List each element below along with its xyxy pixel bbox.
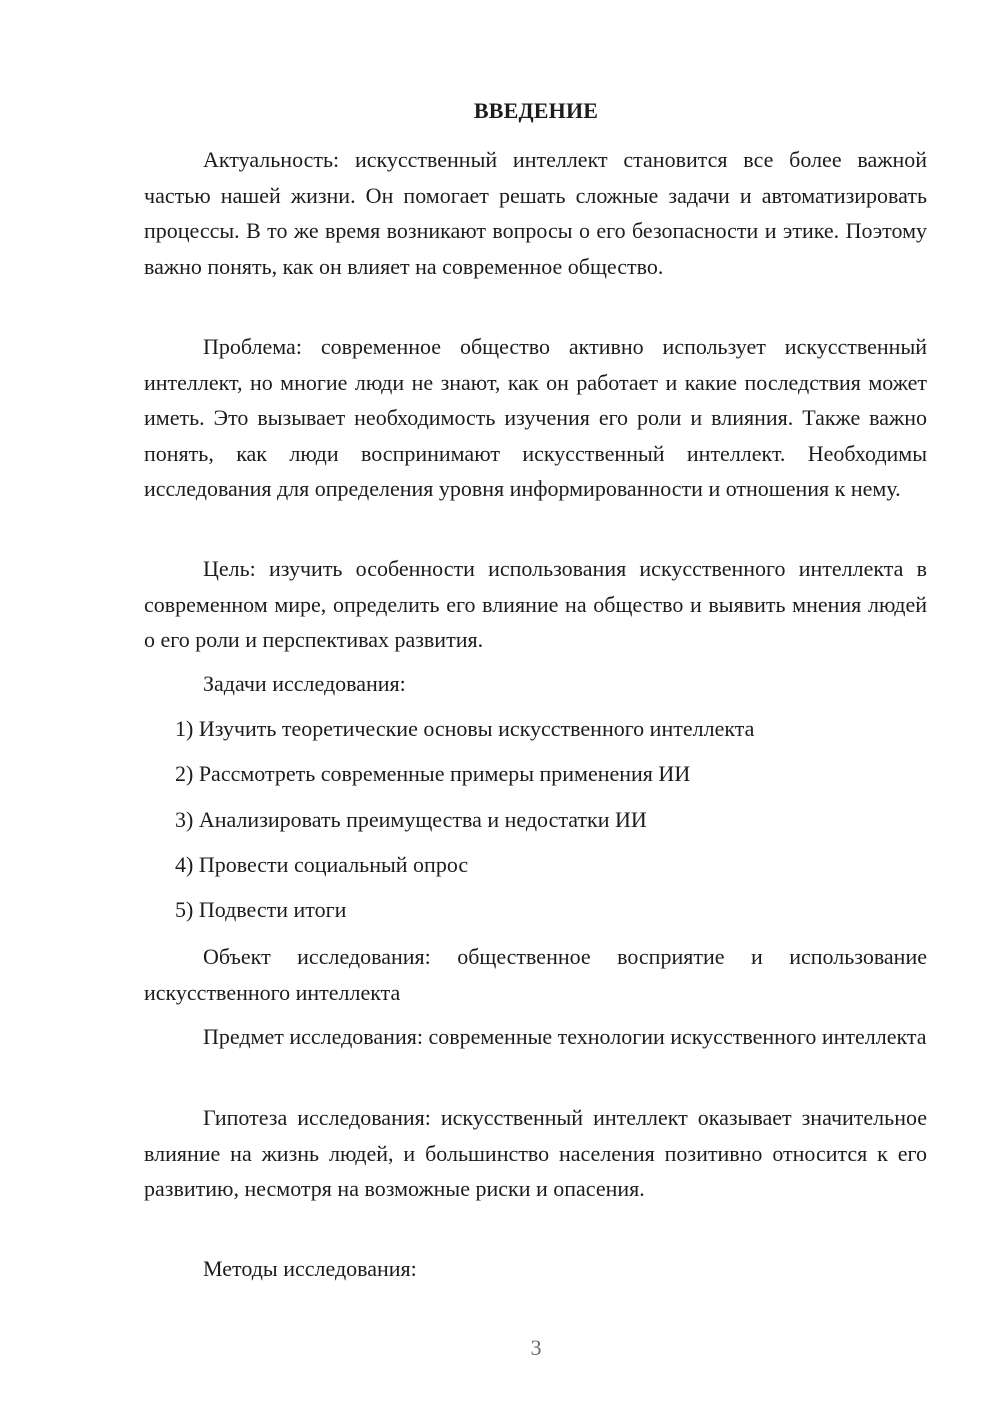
task-item: 3) Анализировать преимущества и недостатки ИИ: [175, 807, 647, 832]
tasks-title: Задачи исследования:: [203, 671, 406, 696]
task-item: 4) Провести социальный опрос: [175, 852, 469, 877]
goal-paragraph: Цель: изучить особенности использования искусственного интеллекта в современном мире, определить его влияние на общество и выявить мнения людей о его роли и перспективах развития.: [144, 556, 927, 652]
task-item: 1) Изучить теоретические основы искусственного интеллекта: [175, 716, 755, 741]
relevance-paragraph: Актуальность: искусственный интеллект становится все более важной частью нашей жизни. Он помогает решать сложные задачи и автоматизировать процессы. В то же время возникают вопросы о его безопасности и этике. Поэтому важно понять, как он влияет на современное общество.: [144, 147, 927, 279]
section-heading: ВВЕДЕНИЕ: [473, 98, 599, 123]
page-number: 3: [530, 1335, 542, 1360]
methods-title: Методы исследования:: [203, 1256, 417, 1281]
task-item: 5) Подвести итоги: [175, 897, 347, 922]
hypothesis-paragraph: Гипотеза исследования: искусственный интеллект оказывает значительное влияние на жизнь людей, и большинство населения позитивно относится к его развитию, несмотря на возможные риски и опасения.: [144, 1105, 927, 1201]
problem-paragraph: Проблема: современное общество активно использует искусственный интеллект, но многие люди не знают, как он работает и какие последствия может иметь. Это вызывает необходимость изучения его роли и влияния. Также важно понять, как люди воспринимают искусственный интеллект. Необходимы исследования для определения уровня информированности и отношения к нему.: [144, 334, 927, 501]
object-paragraph: Объект исследования: общественное восприятие и использование искусственного интеллекта: [144, 944, 927, 1005]
subject-paragraph: Предмет исследования: современные технологии искусственного интеллекта: [203, 1024, 927, 1049]
task-item: 2) Рассмотреть современные примеры применения ИИ: [175, 761, 691, 786]
